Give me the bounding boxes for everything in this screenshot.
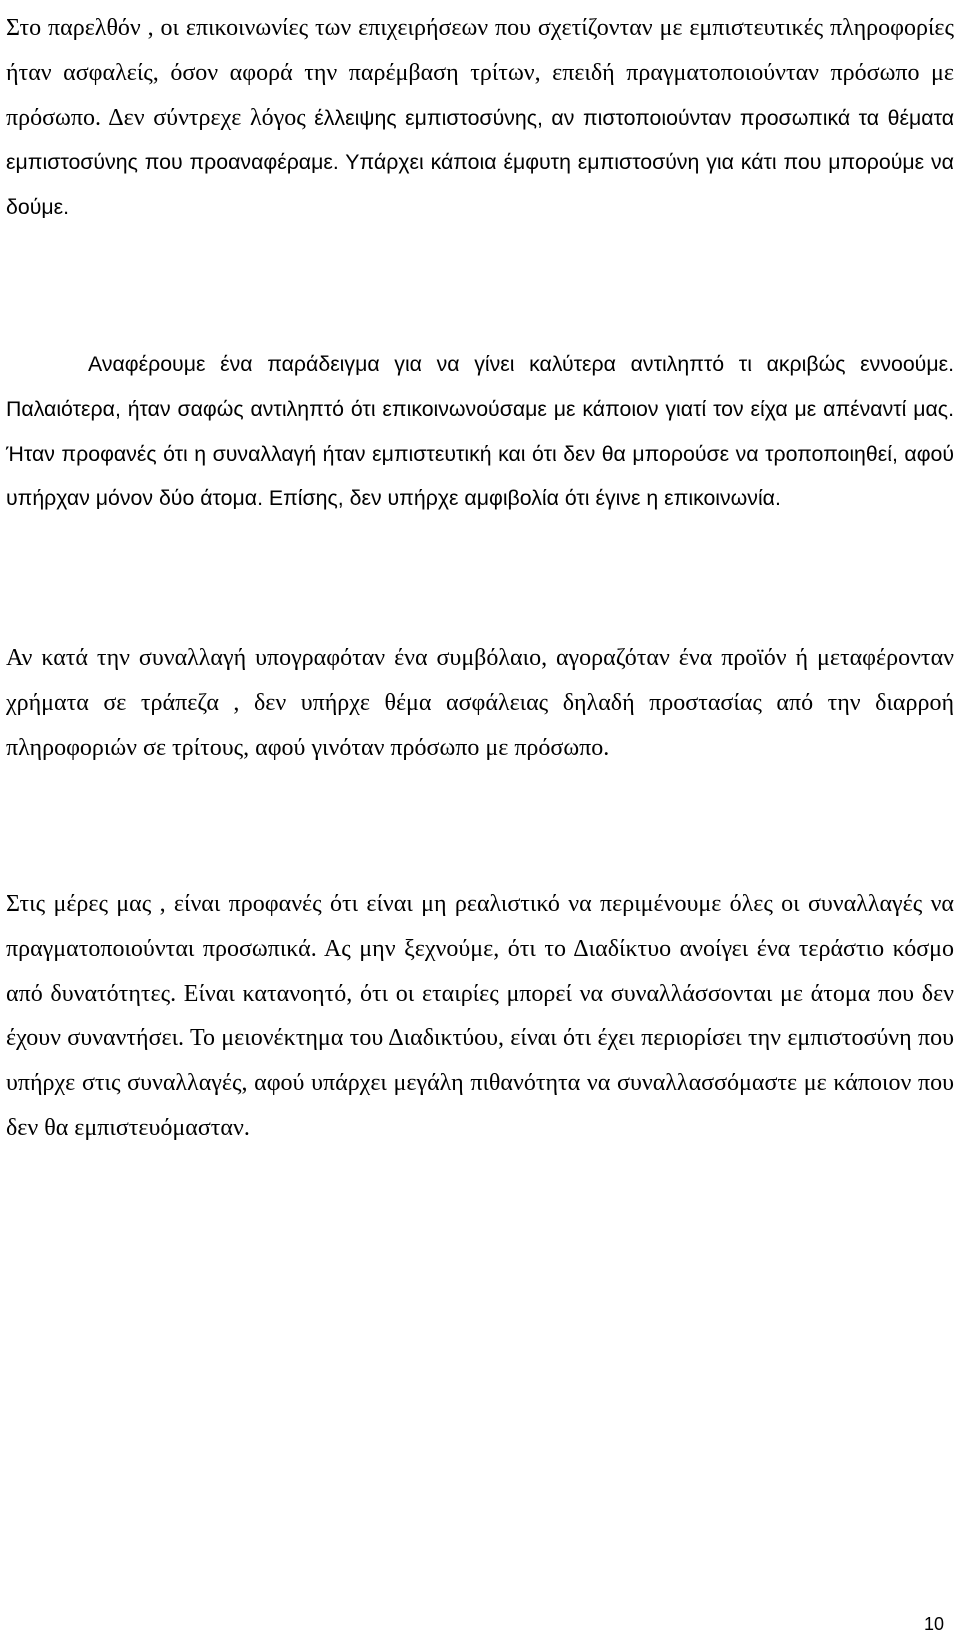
paragraph-3: Αν κατά την συναλλαγή υπογραφόταν ένα συμβόλαιο, αγοραζόταν ένα προϊόν ή μεταφέρονταν χρήματα σε τράπεζα , δεν υπήρχε θέμα ασφάλειας δηλαδή προστασίας από την διαρροή πληροφοριών σε τρίτους, αφού γινόταν πρόσωπο με πρόσωπο. — [6, 645, 954, 761]
paragraph-4: Στις μέρες μας , είναι προφανές ότι είναι μη ρεαλιστικό να περιμένουμε όλες οι συναλλαγές να πραγματοποιούνται προσωπικά. Ας μην ξεχνούμε, ότι το Διαδίκτυο ανοίγει ένα τεράστιο κόσμο από δυνατότητες. Είναι κατανοητό, ότι οι εταιρίες μπορεί να συναλλάσσονται με άτομα που δεν έχουν συναντήσει. Το μειονέκτημα του Διαδικτύου, είναι ότι έχει περιορίσει την εμπιστοσύνη που υπήρχε στις συναλλαγές, αφού υπάρχει μεγάλη πιθανότητα να συναλλασσόμαστε με κάποιον που δεν θα εμπιστευόμασταν. — [6, 891, 954, 1141]
page-number: 10 — [923, 1614, 944, 1634]
paragraph-2: Αναφέρουμε ένα παράδειγμα για να γίνει καλύτερα αντιληπτό τι ακριβώς εννοούμε. Παλαιότερα, ήταν σαφώς αντιληπτό ότι επικοινωνούσαμε με κάποιον γιατί τον είχα με απέναντί μας. Ήταν προφανές ότι η συναλλαγή ήταν εμπιστευτική και ότι δεν θα μπορούσε να τροποποιηθεί, αφού υπήρχαν μόνον δύο άτομα. Επίσης, δεν υπήρχε αμφιβολία ότι έγινε η επικοινωνία. — [6, 352, 954, 511]
paragraph-1 — [6, 6, 954, 230]
paragraph-1-run-2: έλλειψης εμπιστοσύνης, αν πιστοποιούνταν προσωπικά τα θέματα εμπιστοσύνης που προαναφέραμε. Υπάρχει κάποια έμφυτη εμπιστοσύνη για κάτι που μπορούμε να δούμε. — [6, 105, 955, 220]
paragraph-1-run-1: Στο παρελθόν , οι επικοινωνίες των επιχειρήσεων που σχετίζονταν με εμπιστευτικές πληροφορίες ήταν ασφαλείς, όσον αφορά την παρέμβαση τρίτων, επειδή πραγματοποιούνταν πρόσωπο με πρόσωπο. Δεν σύντρεχε λόγος — [6, 15, 954, 131]
